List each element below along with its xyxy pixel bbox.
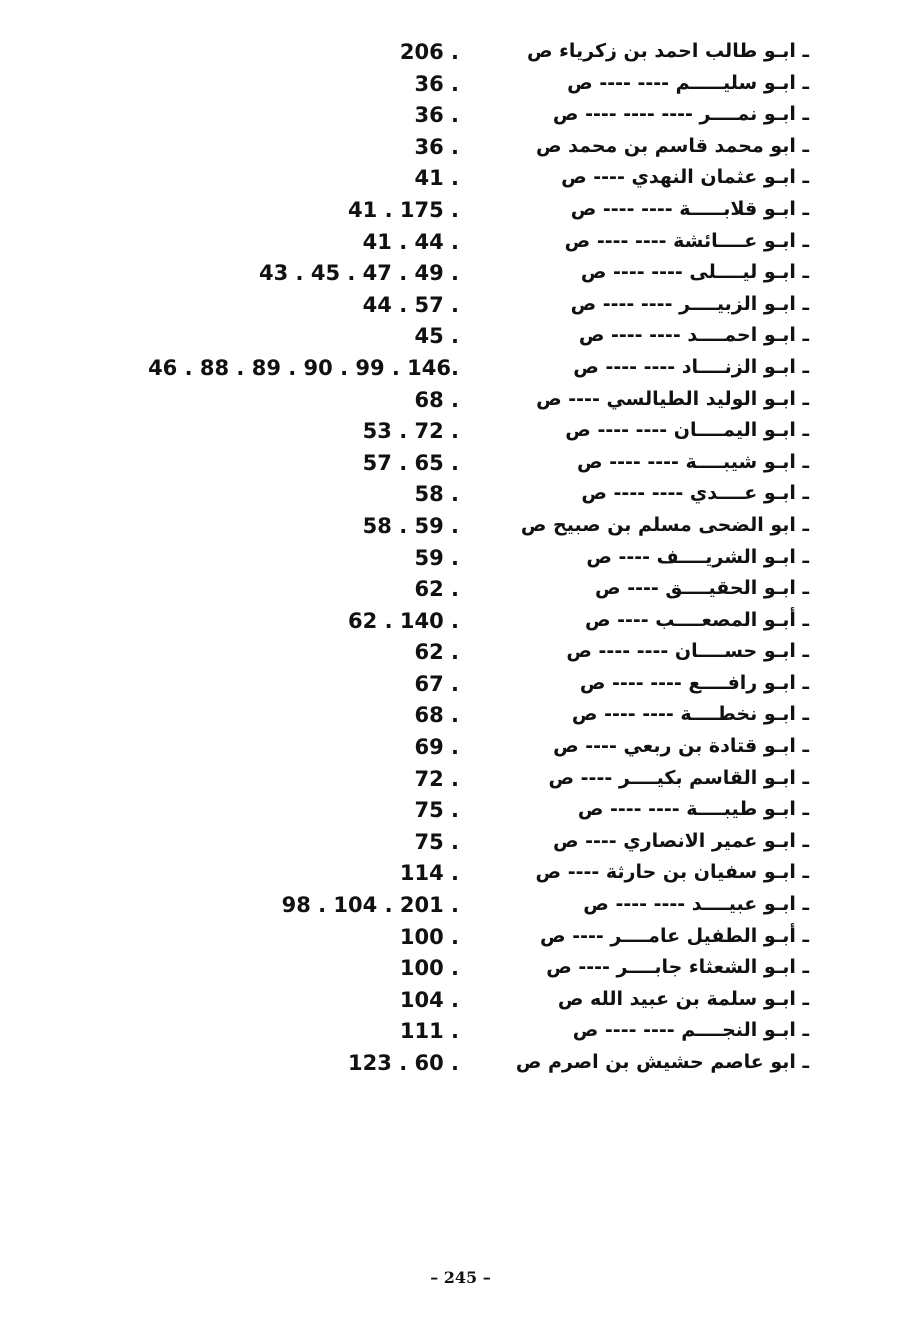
entry-name: ـ ابـو نمــــر ---- ---- ---- ص bbox=[552, 103, 809, 126]
entry-page-numbers: 59 . bbox=[414, 545, 459, 570]
entry-page-numbers: 36 . bbox=[414, 71, 459, 96]
index-entry bbox=[0, 228, 921, 260]
index-entry bbox=[0, 133, 921, 165]
entry-page-numbers: 46 . 88 . 89 . 90 . 99 . 146. bbox=[148, 355, 459, 380]
entry-name: ـ ابـو عبيــــد ---- ---- ص bbox=[583, 893, 809, 916]
entry-page-numbers: 75 . bbox=[414, 798, 459, 823]
entry-page-numbers: 45 . bbox=[414, 324, 459, 349]
entry-name: ـ ابـو ليــــلى ---- ---- ص bbox=[580, 261, 809, 284]
entry-name: ـ ابـو نخطــــة ---- ---- ص bbox=[571, 703, 809, 726]
index-entry bbox=[0, 1017, 921, 1049]
entry-page-numbers: 123 . 60 . bbox=[348, 1051, 459, 1075]
entry-name: ـ ابـو قلابـــــة ---- ---- ص bbox=[570, 197, 809, 220]
entry-page-numbers: 206 . bbox=[399, 40, 459, 64]
index-entry bbox=[0, 1049, 921, 1081]
index-entry bbox=[0, 259, 921, 291]
entry-page-numbers: 62 . 140 . bbox=[348, 608, 459, 633]
index-entry bbox=[0, 512, 921, 544]
name-index-list bbox=[0, 38, 921, 1081]
index-entry bbox=[0, 607, 921, 639]
entry-name: ـ ابـو الحقيــــق ---- ص bbox=[595, 577, 809, 600]
entry-name: ـ ابـو قتادة بن ربعي ---- ص bbox=[553, 735, 809, 758]
entry-page-numbers: 68 . bbox=[414, 387, 459, 412]
entry-name: ـ ابـو حســــان ---- ---- ص bbox=[566, 640, 809, 663]
entry-name: ـ ابـو عمير الانصاري ---- ص bbox=[552, 829, 809, 852]
index-entry bbox=[0, 480, 921, 512]
entry-name: ـ ابـو الزبيــــر ---- ---- ص bbox=[570, 292, 809, 315]
index-entry bbox=[0, 891, 921, 923]
index-entry bbox=[0, 196, 921, 228]
entry-name: ـ ابو محمد قاسم بن محمد ص bbox=[535, 134, 809, 157]
entry-page-numbers: 75 . bbox=[414, 829, 459, 854]
entry-page-numbers: 57 . 65 . bbox=[362, 450, 459, 475]
entry-page-numbers: 41 . 175 . bbox=[348, 197, 459, 222]
entry-page-numbers: 114 . bbox=[399, 861, 459, 886]
entry-name: ـ ابـو طيبــــة ---- ---- ص bbox=[577, 798, 809, 821]
entry-page-numbers: 111 . bbox=[399, 1019, 459, 1044]
index-entry bbox=[0, 417, 921, 449]
entry-name: ـ ابـو الشريــــف ---- ص bbox=[586, 545, 809, 568]
index-entry bbox=[0, 449, 921, 481]
entry-page-numbers: 62 . bbox=[414, 577, 459, 602]
entry-name: ـ ابـو سفيان بن حارثة ---- ص bbox=[535, 861, 809, 884]
entry-name: ـ ابـو عــــدي ---- ---- ص bbox=[581, 482, 809, 505]
entry-name: ـ ابـو الشعثاء جابــــر ---- ص bbox=[546, 956, 809, 979]
entry-page-numbers: 69 . bbox=[414, 735, 459, 760]
entry-page-numbers: 72 . bbox=[414, 766, 459, 791]
page-number: – 245 – bbox=[430, 1268, 491, 1287]
entry-name: ـ ابـو شيبــــة ---- ---- ص bbox=[577, 450, 809, 473]
entry-page-numbers: 62 . bbox=[414, 640, 459, 665]
index-entry bbox=[0, 670, 921, 702]
entry-name: ـ ابو عاصم حشيش بن اصرم ص bbox=[515, 1051, 809, 1073]
entry-page-numbers: 58 . bbox=[414, 482, 459, 507]
entry-name: ـ ابـو سليـــــم ---- ---- ص bbox=[567, 71, 809, 94]
entry-page-numbers: 100 . bbox=[399, 924, 459, 949]
index-entry bbox=[0, 322, 921, 354]
index-entry bbox=[0, 544, 921, 576]
index-entry bbox=[0, 796, 921, 828]
entry-page-numbers: 36 . bbox=[414, 134, 459, 159]
entry-page-numbers: 67 . bbox=[414, 671, 459, 696]
index-entry bbox=[0, 354, 921, 386]
entry-name: ـ ابـو رافــــع ---- ---- ص bbox=[579, 671, 809, 694]
index-entry bbox=[0, 828, 921, 860]
index-entry bbox=[0, 733, 921, 765]
entry-page-numbers: 104 . bbox=[399, 987, 459, 1012]
entry-page-numbers: 43 . 45 . 47 . 49 . bbox=[259, 261, 459, 286]
entry-name: ـ ابـو عثمان النهدي ---- ص bbox=[561, 166, 809, 189]
entry-name: ـ ابـو الوليد الطيالسي ---- ص bbox=[536, 387, 809, 410]
entry-page-numbers: 41 . 44 . bbox=[362, 229, 459, 254]
entry-name: ـ ابـو اليمــــان ---- ---- ص bbox=[565, 419, 809, 442]
entry-name: ـ ابـو عــــائشة ---- ---- ص bbox=[564, 229, 809, 252]
entry-name: ـ أبـو المصعــــب ---- ص bbox=[584, 608, 809, 631]
index-entry bbox=[0, 101, 921, 133]
entry-name: ـ ابـو طالب احمد بن زكرياء ص bbox=[526, 40, 809, 62]
index-entry bbox=[0, 386, 921, 418]
entry-name: ـ أبـو الطفيل عامــــر ---- ص bbox=[540, 924, 809, 947]
entry-page-numbers: 100 . bbox=[399, 956, 459, 981]
index-entry bbox=[0, 986, 921, 1018]
entry-name: ـ ابـو القاسم بكيــــر ---- ص bbox=[548, 766, 809, 789]
entry-page-numbers: 36 . bbox=[414, 103, 459, 128]
index-entry bbox=[0, 638, 921, 670]
entry-page-numbers: 58 . 59 . bbox=[362, 513, 459, 538]
index-entry bbox=[0, 765, 921, 797]
entry-page-numbers: 68 . bbox=[414, 703, 459, 728]
entry-name: ـ ابو الضحى مسلم بن صبيح ص bbox=[520, 513, 809, 536]
entry-page-numbers: 53 . 72 . bbox=[362, 419, 459, 444]
index-entry bbox=[0, 575, 921, 607]
index-entry bbox=[0, 701, 921, 733]
index-entry bbox=[0, 859, 921, 891]
entry-name: ـ ابـو سلمة بن عبيد الله ص bbox=[557, 987, 809, 1010]
index-entry bbox=[0, 70, 921, 102]
entry-name: ـ ابـو النجــــم ---- ---- ص bbox=[572, 1019, 809, 1042]
entry-page-numbers: 44 . 57 . bbox=[362, 292, 459, 317]
entry-name: ـ ابـو احمــــد ---- ---- ص bbox=[578, 324, 809, 347]
index-entry bbox=[0, 38, 921, 70]
index-entry bbox=[0, 291, 921, 323]
index-entry bbox=[0, 923, 921, 955]
entry-name: ـ ابـو الزنــــاد ---- ---- ص bbox=[573, 355, 809, 378]
entry-page-numbers: 98 . 104 . 201 . bbox=[281, 893, 459, 918]
entry-page-numbers: 41 . bbox=[414, 166, 459, 191]
index-entry bbox=[0, 164, 921, 196]
index-entry bbox=[0, 954, 921, 986]
